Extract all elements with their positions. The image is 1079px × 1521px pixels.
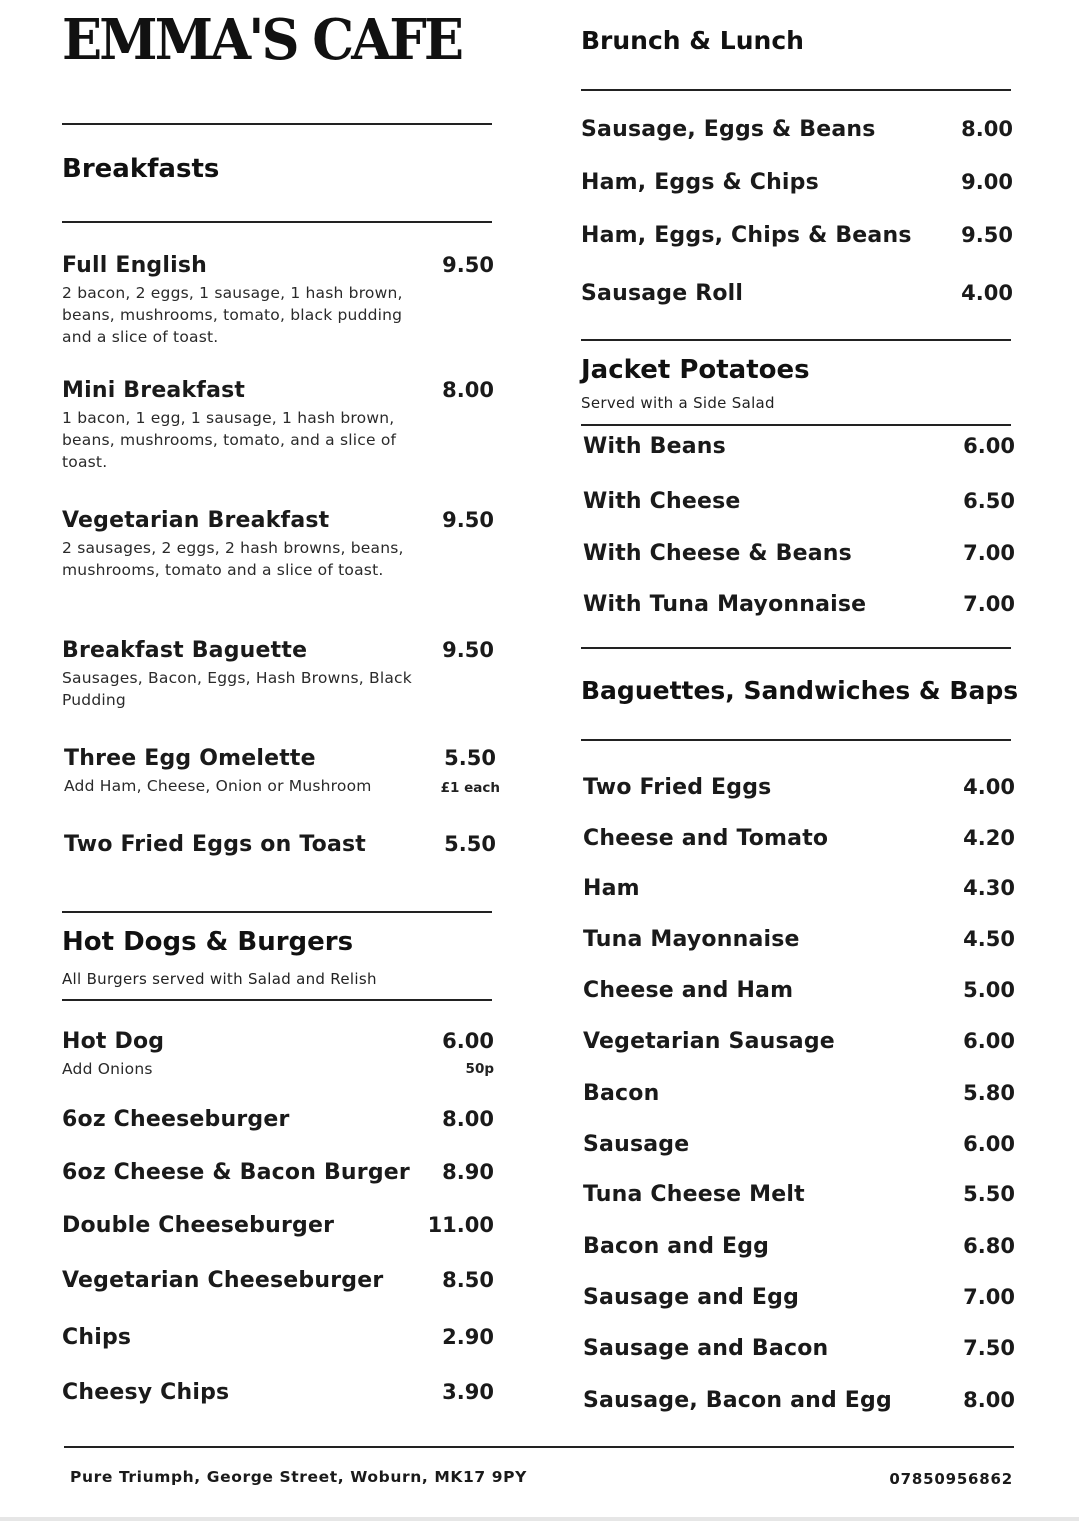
menu-item	[62, 1380, 494, 1405]
item-name: Cheese and Tomato	[583, 826, 829, 851]
item-price: 8.00	[963, 1388, 1015, 1412]
menu-item	[583, 1182, 1015, 1207]
menu-item	[583, 826, 1015, 851]
menu-item	[583, 434, 1015, 459]
divider	[62, 123, 492, 125]
item-name: Vegetarian Breakfast	[62, 508, 330, 533]
item-name: Bacon	[583, 1081, 660, 1106]
item-price: 9.50	[442, 253, 494, 277]
menu-item	[62, 378, 494, 473]
item-name: Chips	[62, 1325, 132, 1350]
menu-item	[62, 1107, 494, 1132]
menu-item	[62, 253, 494, 348]
item-name: Bacon and Egg	[583, 1234, 770, 1259]
item-name: Double Cheeseburger	[62, 1213, 335, 1238]
item-price: 5.50	[444, 746, 496, 770]
item-price: 4.30	[963, 876, 1015, 900]
item-name: Sausage, Bacon and Egg	[583, 1388, 892, 1413]
menu-item	[62, 1160, 494, 1185]
footer-address: Pure Triumph, George Street, Woburn, MK17 9PY	[70, 1468, 527, 1486]
menu-item	[583, 489, 1015, 514]
item-name: With Cheese & Beans	[583, 541, 852, 566]
item-name: Sausage	[583, 1132, 690, 1157]
menu-item	[581, 281, 1013, 306]
item-price: 6.00	[963, 1132, 1015, 1156]
menu-item	[62, 508, 494, 581]
item-price: 9.50	[442, 508, 494, 532]
item-price: 9.50	[961, 223, 1013, 247]
divider	[62, 911, 492, 913]
divider	[581, 739, 1011, 741]
item-price: 7.00	[963, 1285, 1015, 1309]
item-name: Vegetarian Cheeseburger	[62, 1268, 384, 1293]
menu-item	[583, 978, 1015, 1003]
item-price: 7.50	[963, 1336, 1015, 1360]
item-name: Mini Breakfast	[62, 378, 246, 403]
section-heading-hotdogs: Hot Dogs & Burgers	[62, 927, 354, 957]
divider	[581, 339, 1011, 341]
menu-item	[583, 1234, 1015, 1259]
item-description: Add Onions	[62, 1060, 153, 1078]
menu-item	[583, 1388, 1015, 1413]
menu-item	[62, 638, 494, 711]
item-name: Ham, Eggs & Chips	[581, 170, 819, 195]
item-name: With Cheese	[583, 489, 741, 514]
divider	[581, 424, 1011, 426]
menu-item	[64, 746, 500, 797]
divider	[62, 221, 492, 223]
section-heading-brunch: Brunch & Lunch	[581, 26, 804, 55]
item-price: 7.00	[963, 541, 1015, 565]
item-price: 3.90	[442, 1380, 494, 1404]
footer-divider	[64, 1446, 1014, 1448]
item-extra-price: 50p	[465, 1061, 494, 1077]
item-name: Three Egg Omelette	[64, 746, 316, 771]
section-heading-jacket: Jacket Potatoes	[581, 355, 810, 385]
section-note: Served with a Side Salad	[581, 394, 775, 412]
item-price: 8.50	[442, 1268, 494, 1292]
section-heading-baguettes: Baguettes, Sandwiches & Baps	[581, 676, 1019, 705]
item-name: Sausage Roll	[581, 281, 744, 306]
menu-item	[581, 170, 1013, 195]
item-name: Cheese and Ham	[583, 978, 794, 1003]
menu-item	[583, 876, 1015, 901]
item-price: 4.00	[963, 775, 1015, 799]
item-name: Sausage and Egg	[583, 1285, 800, 1310]
item-price: 2.90	[442, 1325, 494, 1349]
item-price: 9.00	[961, 170, 1013, 194]
item-description: 2 sausages, 2 eggs, 2 hash browns, beans, mushrooms, tomato and a slice of toast.	[62, 539, 404, 579]
item-name: Sausage, Eggs & Beans	[581, 117, 876, 142]
item-price: 5.80	[963, 1081, 1015, 1105]
divider	[581, 89, 1011, 91]
item-description: Add Ham, Cheese, Onion or Mushroom	[64, 777, 372, 795]
menu-item	[62, 1325, 494, 1350]
item-description: 2 bacon, 2 eggs, 1 sausage, 1 hash brown, beans, mushrooms, tomato, black pudding and a slice of toast.	[62, 284, 403, 346]
item-price: 6.00	[963, 434, 1015, 458]
menu-item	[62, 1029, 494, 1080]
section-note: All Burgers served with Salad and Relish	[62, 970, 377, 988]
menu-item	[583, 541, 1015, 566]
item-description: Sausages, Bacon, Eggs, Hash Browns, Black Pudding	[62, 669, 412, 709]
item-price: 8.00	[442, 1107, 494, 1131]
divider	[581, 647, 1011, 649]
item-name: Breakfast Baguette	[62, 638, 308, 663]
item-price: 5.50	[963, 1182, 1015, 1206]
menu-item	[583, 592, 1015, 617]
menu-item	[62, 1268, 494, 1293]
divider	[62, 999, 492, 1001]
menu-item	[583, 927, 1015, 952]
menu-item	[583, 1132, 1015, 1157]
menu-item	[62, 1213, 494, 1238]
item-price: 6.00	[963, 1029, 1015, 1053]
item-price: 9.50	[442, 638, 494, 662]
menu-item	[64, 832, 496, 857]
menu-item	[583, 1029, 1015, 1054]
item-price: 8.00	[961, 117, 1013, 141]
item-price: 8.00	[442, 378, 494, 402]
menu-item	[581, 117, 1013, 142]
item-price: 4.20	[963, 826, 1015, 850]
item-name: Two Fried Eggs	[583, 775, 772, 800]
item-name: Hot Dog	[62, 1029, 165, 1054]
item-description: 1 bacon, 1 egg, 1 sausage, 1 hash brown, beans, mushrooms, tomato, and a slice of toast.	[62, 409, 397, 471]
item-name: Tuna Cheese Melt	[583, 1182, 805, 1207]
menu-item	[583, 1081, 1015, 1106]
item-name: 6oz Cheeseburger	[62, 1107, 290, 1132]
item-name: 6oz Cheese & Bacon Burger	[62, 1160, 410, 1185]
footer-phone: 07850956862	[889, 1470, 1013, 1488]
item-name: Two Fried Eggs on Toast	[64, 832, 366, 857]
item-price: 4.00	[961, 281, 1013, 305]
item-price: 6.80	[963, 1234, 1015, 1258]
item-name: Cheesy Chips	[62, 1380, 230, 1405]
menu-item	[583, 1285, 1015, 1310]
item-price: 4.50	[963, 927, 1015, 951]
menu-item	[583, 1336, 1015, 1361]
item-price: 7.00	[963, 592, 1015, 616]
menu-item	[581, 223, 1013, 248]
item-name: Tuna Mayonnaise	[583, 927, 800, 952]
item-name: With Tuna Mayonnaise	[583, 592, 867, 617]
item-name: With Beans	[583, 434, 726, 459]
item-price: 5.00	[963, 978, 1015, 1002]
menu-item	[583, 775, 1015, 800]
item-price: 8.90	[442, 1160, 494, 1184]
item-name: Full English	[62, 253, 208, 278]
section-heading-breakfasts: Breakfasts	[62, 154, 220, 184]
item-price: 5.50	[444, 832, 496, 856]
item-name: Sausage and Bacon	[583, 1336, 829, 1361]
item-price: 11.00	[427, 1213, 494, 1237]
item-name: Ham, Eggs, Chips & Beans	[581, 223, 912, 248]
item-price: 6.50	[963, 489, 1015, 513]
item-price: 6.00	[442, 1029, 494, 1053]
item-name: Vegetarian Sausage	[583, 1029, 835, 1054]
cafe-title: EMMA'S CAFE	[62, 7, 462, 73]
page-edge	[0, 1517, 1079, 1521]
item-name: Ham	[583, 876, 640, 901]
item-extra-price: £1 each	[440, 780, 500, 796]
